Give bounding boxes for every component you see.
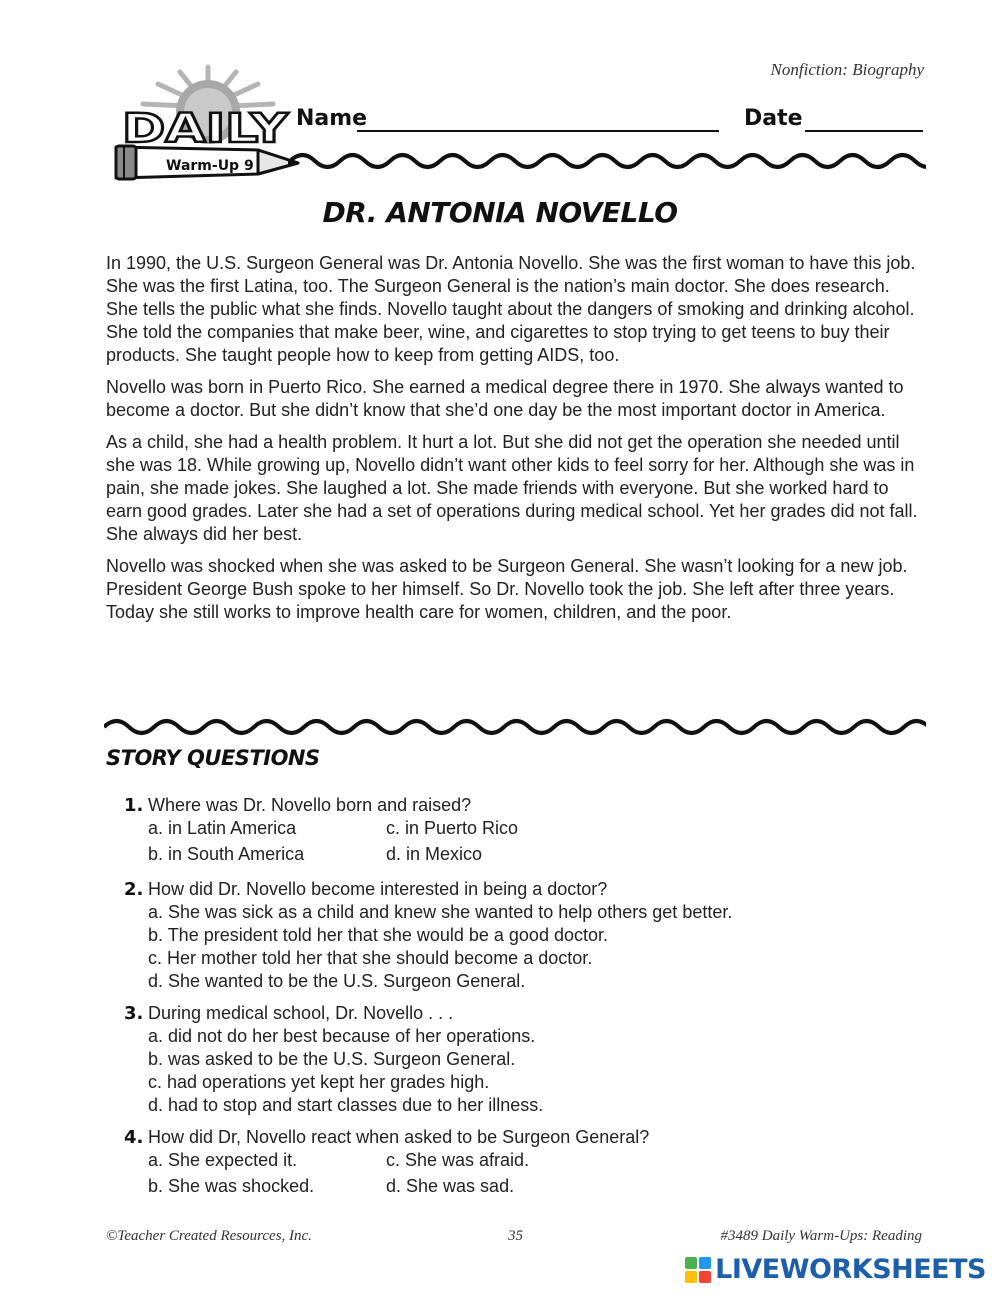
answer-option[interactable]: c. in Puerto Rico [386, 818, 519, 838]
story-text [106, 252, 921, 633]
answer-option[interactable]: a. in Latin America [148, 818, 297, 838]
answer-option[interactable]: a. She expected it. [148, 1150, 298, 1170]
genre-label: Nonfiction: Biography [770, 60, 924, 79]
question-number: 2. [124, 879, 144, 900]
answer-option[interactable]: d. in Mexico [386, 844, 483, 864]
answer-option[interactable]: a. She was sick as a child and knew she wanted to help others get better. [148, 902, 733, 922]
question-number: 1. [124, 795, 144, 816]
liveworksheets-logo-icon [685, 1257, 711, 1283]
answer-option[interactable]: d. She wanted to be the U.S. Surgeon General. [148, 971, 526, 991]
badge-word: DAILY [122, 106, 290, 152]
question-text: How did Dr. Novello become interested in being a doctor? [148, 879, 608, 899]
answer-option[interactable]: c. had operations yet kept her grades high. [148, 1072, 490, 1092]
name-field[interactable] [357, 106, 719, 132]
question-number: 4. [124, 1127, 144, 1148]
question-number: 3. [124, 1003, 144, 1024]
answer-option[interactable]: b. in South America [148, 844, 305, 864]
answer-option[interactable]: b. She was shocked. [148, 1176, 315, 1196]
story-paragraph: Novello was born in Puerto Rico. She earned a medical degree there in 1970. She always wanted to become a doctor. But she didn’t know that she’d one day be the most important doctor in America. [106, 377, 904, 420]
answer-option[interactable]: c. Her mother told her that she should become a doctor. [148, 948, 593, 968]
answer-option[interactable]: b. was asked to be the U.S. Surgeon General. [148, 1049, 516, 1069]
footer-book-title: #3489 Daily Warm-Ups: Reading [720, 1228, 922, 1244]
question-text: How did Dr, Novello react when asked to be Surgeon General? [148, 1127, 650, 1147]
liveworksheets-text: LIVEWORKSHEETS [715, 1254, 986, 1285]
question-1 [124, 794, 924, 866]
story-paragraph: As a child, she had a health problem. It hurt a lot. But she did not get the operation she needed until she was 18. While growing up, Novello didn’t want other kids to feel sorry for her. Although she was in pain, she made jokes. She laughed a lot. She made friends with everyone. But she worked hard to earn good grades. Later she had a set of operations during medical school. Yet her grades did not fall. She always did her best. [106, 432, 918, 544]
question-2 [124, 878, 924, 993]
answer-option[interactable]: d. had to stop and start classes due to her illness. [148, 1095, 544, 1115]
footer-copyright: ©Teacher Created Resources, Inc. [106, 1228, 312, 1244]
wavy-divider-middle [104, 714, 926, 740]
answer-option[interactable]: c. She was afraid. [386, 1150, 530, 1170]
question-3 [124, 1002, 924, 1117]
answer-option[interactable]: d. She was sad. [386, 1176, 515, 1196]
story-paragraph: In 1990, the U.S. Surgeon General was Dr. Antonia Novello. She was the first woman to have this job. She was the first Latina, too. The Surgeon General is the nation’s main doctor. She does research. She tells the public what she finds. Novello taught about the dangers of smoking and drinking alcohol. She told the companies that make beer, wine, and cigarettes to stop trying to get teens to buy their products. She taught people how to keep from getting AIDS, too. [106, 253, 916, 365]
daily-warmup-badge [108, 62, 308, 187]
wavy-divider-top [290, 148, 926, 174]
story-questions-title: STORY QUESTIONS [106, 746, 320, 770]
question-text: During medical school, Dr. Novello . . . [148, 1003, 454, 1023]
answer-option[interactable]: a. did not do her best because of her operations. [148, 1026, 536, 1046]
story-paragraph: Novello was shocked when she was asked to be Surgeon General. She wasn’t looking for a new job. President George Bush spoke to her himself. So Dr. Novello took the job. She left after three years. Today she still works to improve health care for women, children, and the poor. [106, 556, 908, 622]
date-field[interactable] [805, 106, 923, 132]
page-title: DR. ANTONIA NOVELLO [322, 196, 678, 229]
liveworksheets-watermark [685, 1254, 986, 1285]
date-label: Date [744, 106, 803, 131]
question-text: Where was Dr. Novello born and raised? [148, 795, 472, 815]
footer-page-number: 35 [508, 1228, 523, 1244]
name-label: Name [296, 106, 368, 131]
answer-option[interactable]: b. The president told her that she would be a good doctor. [148, 925, 608, 945]
badge-subtitle: Warm-Up 9 [166, 158, 254, 174]
question-4 [124, 1126, 924, 1198]
